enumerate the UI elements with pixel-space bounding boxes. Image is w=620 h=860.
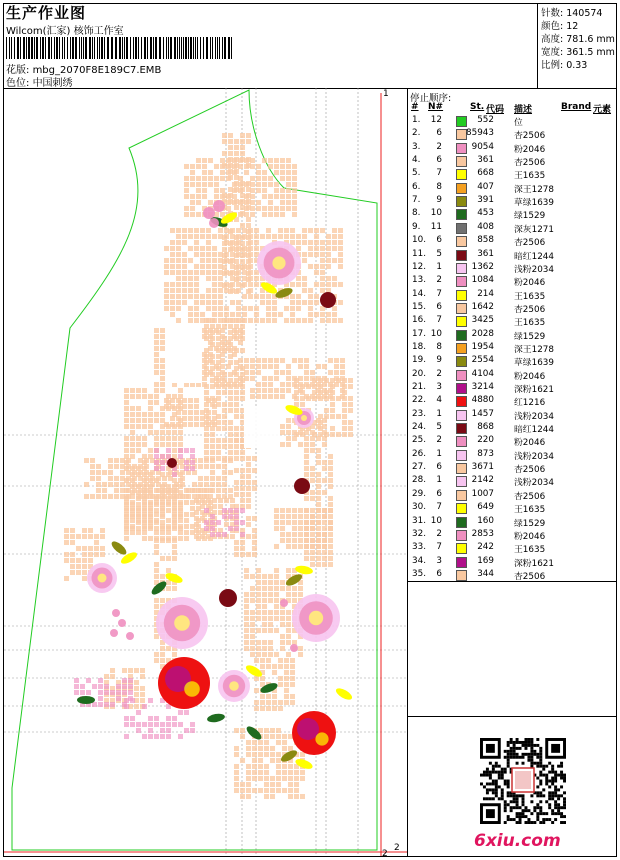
stitch-count: 3214 [471, 382, 494, 392]
col-hash: # [411, 102, 419, 112]
needle-code: 12 [430, 115, 442, 125]
stitch-count: 858 [477, 235, 494, 246]
pattern-label: 花版: [6, 65, 30, 76]
thread-description: 深灰1271 [514, 224, 554, 235]
table-row [410, 369, 610, 382]
qr-code-image [480, 738, 566, 824]
frame-marker-3: 2 [382, 849, 388, 856]
col-brand: Brand [561, 102, 592, 112]
stitch-count: 391 [477, 195, 494, 206]
needle-code: 6 [436, 128, 442, 139]
thread-description: 浅粉2034 [514, 264, 554, 275]
table-row [410, 475, 610, 488]
stitch-count: 361 [477, 155, 494, 166]
needle-code: 7 [436, 288, 442, 299]
thread-description: 深王1278 [514, 184, 554, 195]
row-number: 30. [412, 502, 426, 513]
needle-code: 1 [436, 408, 442, 419]
stitch-count: 2853 [471, 528, 494, 539]
thread-description: 绿1529 [514, 331, 546, 342]
thread-description: 杏2506 [514, 238, 546, 249]
table-row [410, 128, 610, 141]
row-number: 27. [412, 462, 426, 473]
needle-code: 1 [436, 261, 442, 272]
color-value: 中国刺绣 [32, 78, 73, 89]
row-number: 5. [412, 168, 421, 179]
spec-label: 高度: [541, 34, 564, 45]
row-number: 15. [412, 301, 426, 312]
qr-divider [407, 716, 617, 717]
table-row [410, 208, 610, 221]
row-number: 25. [412, 435, 426, 446]
thread-description: 浅粉2034 [514, 478, 554, 489]
needle-code: 11 [430, 221, 442, 232]
row-number: 19. [412, 355, 426, 366]
needle-code: 10 [430, 515, 442, 526]
spec-value: 12 [566, 21, 579, 32]
needle-code: 10 [430, 208, 442, 219]
stitch-count: 668 [477, 168, 494, 179]
row-number: 2. [412, 128, 421, 139]
table-row [410, 182, 610, 195]
needle-code: 7 [436, 542, 442, 553]
thread-description: 浅粉2034 [514, 411, 554, 422]
needle-code: 8 [436, 181, 442, 192]
stitch-count: 242 [477, 542, 494, 553]
table-row [410, 249, 610, 262]
table-row [410, 489, 610, 502]
col-needle: N# [428, 102, 444, 112]
thread-description: 深王1278 [514, 344, 554, 355]
spec-item [541, 5, 602, 19]
stitch-count: 361 [477, 248, 494, 259]
table-row [410, 462, 610, 475]
spec-item [541, 31, 615, 45]
col-stitches: St. [470, 102, 485, 112]
table-row [410, 382, 610, 395]
needle-code: 5 [436, 248, 442, 259]
table-row [410, 115, 610, 128]
thread-description: 浅粉2034 [514, 451, 554, 462]
spec-label: 比例: [541, 60, 564, 71]
row-number: 33. [412, 542, 426, 553]
stitch-count: 1954 [471, 341, 494, 352]
needle-code: 9 [436, 195, 442, 206]
stitch-count: 873 [477, 448, 494, 459]
needle-code: 1 [436, 448, 442, 459]
guide-lines [4, 88, 407, 856]
stitch-count: 4104 [471, 368, 494, 379]
thread-description: 绿1529 [514, 211, 546, 222]
needle-code: 6 [436, 301, 442, 312]
barcode-image [6, 37, 234, 59]
row-number: 12. [412, 261, 426, 272]
spec-value: 0.33 [566, 60, 588, 71]
stitch-count: 2142 [471, 475, 494, 486]
row-number: 11. [412, 248, 426, 259]
thread-description: 粉2046 [514, 371, 546, 382]
needle-code: 2 [436, 435, 442, 446]
table-row [410, 195, 610, 208]
stitch-count: 1457 [471, 408, 494, 419]
row-number: 4. [412, 155, 421, 166]
row-number: 14. [412, 288, 426, 299]
spec-value: 781.6 mm [566, 34, 615, 45]
stitch-count: 1007 [471, 488, 494, 499]
thread-description: 王1635 [514, 291, 546, 302]
stitch-count: 868 [477, 422, 494, 433]
row-number: 10. [412, 235, 426, 246]
table-row [410, 342, 610, 355]
needle-code: 3 [436, 555, 442, 566]
needle-code: 9 [436, 355, 442, 366]
stitch-count: 3425 [471, 315, 494, 326]
table-row [410, 302, 610, 315]
table-row [410, 168, 610, 181]
thread-description: 绿1529 [514, 518, 546, 529]
row-number: 26. [412, 448, 426, 459]
stitch-count: 3671 [471, 462, 494, 473]
col-element: 元素 [593, 105, 612, 115]
stitch-count: 160 [477, 515, 494, 526]
needle-code: 2 [436, 368, 442, 379]
table-row [410, 435, 610, 448]
thread-description: 杏2506 [514, 465, 546, 476]
stop-sequence-title: 停止顺序: [410, 93, 452, 104]
col-desc: 描述 [514, 105, 533, 115]
table-row [410, 449, 610, 462]
row-number: 6. [412, 181, 421, 192]
table-row [410, 516, 610, 529]
needle-code: 2 [436, 528, 442, 539]
thread-description: 王1635 [514, 505, 546, 516]
stitch-count: 1084 [471, 275, 494, 286]
thread-description: 王1635 [514, 545, 546, 556]
thread-description: 王1635 [514, 318, 546, 329]
row-number: 22. [412, 395, 426, 406]
needle-code: 3 [436, 382, 442, 392]
col-code: 代码 [486, 105, 505, 115]
stitch-count: 1362 [471, 261, 494, 272]
row-number: 8. [412, 208, 421, 219]
table-row [410, 222, 610, 235]
table-row [410, 542, 610, 555]
spec-value: 140574 [566, 8, 603, 19]
needle-code: 4 [436, 395, 442, 406]
spec-item [541, 18, 578, 32]
thread-description: 粉2046 [514, 531, 546, 542]
spec-label: 宽度: [541, 47, 564, 58]
table-row [410, 275, 610, 288]
table-row [410, 409, 610, 422]
thread-description: 位 [514, 118, 523, 128]
table-row [410, 569, 610, 582]
row-number: 20. [412, 368, 426, 379]
row-number: 16. [412, 315, 426, 326]
row-number: 7. [412, 195, 421, 206]
stitch-count: 408 [477, 221, 494, 232]
embroidery-canvas [4, 88, 407, 856]
spec-label: 针数: [541, 8, 564, 19]
row-number: 9. [412, 221, 421, 232]
needle-code: 8 [436, 341, 442, 352]
spec-label: 颜色: [541, 21, 564, 32]
stitch-count: 2028 [471, 328, 494, 339]
sheet-title: 生产作业图 [6, 4, 87, 22]
row-number: 34. [412, 555, 426, 566]
row-number: 18. [412, 341, 426, 352]
thread-description: 粉2046 [514, 438, 546, 449]
stitch-count: 1642 [471, 301, 494, 312]
thread-description: 王1635 [514, 171, 546, 182]
stitch-count: 2554 [471, 355, 494, 366]
thread-description: 杏2506 [514, 491, 546, 502]
color-row [6, 74, 73, 89]
thread-description: 暗红1244 [514, 251, 554, 262]
table-row [410, 315, 610, 328]
row-number: 13. [412, 275, 426, 286]
pattern-file: mbg_2070F8E189C7.EMB [32, 65, 162, 76]
stitch-count: 169 [477, 555, 494, 566]
thread-description: 粉2046 [514, 278, 546, 289]
needle-code: 10 [430, 328, 442, 339]
table-row [410, 529, 610, 542]
stitch-count: 220 [477, 435, 494, 446]
frame-marker-2: 2 [394, 843, 400, 853]
row-number: 31. [412, 515, 426, 526]
thread-description: 红1216 [514, 398, 546, 409]
thread-description: 深粉1621 [514, 558, 554, 569]
needle-code: 6 [436, 462, 442, 473]
column-divider [407, 88, 408, 857]
stitch-count: 9054 [471, 141, 494, 152]
row-number: 35. [412, 568, 426, 579]
thread-description: 杏2506 [514, 131, 546, 142]
thread-description: 深粉1621 [514, 385, 554, 395]
table-row [410, 289, 610, 302]
table-row [410, 422, 610, 435]
row-number: 1. [412, 115, 421, 125]
row-number: 3. [412, 141, 421, 152]
lace-pattern [64, 133, 353, 799]
spec-item [541, 57, 587, 71]
needle-code: 7 [436, 315, 442, 326]
needle-code: 7 [436, 502, 442, 513]
row-number: 21. [412, 382, 426, 392]
needle-code: 2 [436, 275, 442, 286]
stitch-count: 344 [477, 568, 494, 579]
thread-description: 杏2506 [514, 304, 546, 315]
thread-description: 草绿1639 [514, 198, 554, 209]
table-row [410, 142, 610, 155]
spec-value: 361.5 mm [566, 47, 615, 58]
needle-code: 7 [436, 168, 442, 179]
thread-description: 粉2046 [514, 144, 546, 155]
thread-description: 暗红1244 [514, 425, 554, 436]
row-number: 29. [412, 488, 426, 499]
color-label: 色位: [6, 78, 30, 89]
row-number: 23. [412, 408, 426, 419]
needle-code: 2 [436, 141, 442, 152]
row-number: 32. [412, 528, 426, 539]
thread-description: 草绿1639 [514, 358, 554, 369]
company-name: Wilcom(汇家) 核饰工作室 [6, 26, 124, 37]
stitch-count: 85943 [466, 128, 494, 139]
table-row [410, 502, 610, 515]
stitch-count: 4880 [471, 395, 494, 406]
row-number: 28. [412, 475, 426, 486]
needle-code: 5 [436, 422, 442, 433]
stitch-count: 214 [477, 288, 494, 299]
table-row [410, 235, 610, 248]
needle-code: 6 [436, 235, 442, 246]
stitch-count: 649 [477, 502, 494, 513]
row-number: 17. [412, 328, 426, 339]
thread-description: 杏2506 [514, 571, 546, 582]
stitch-count: 453 [477, 208, 494, 219]
stitch-count: 552 [477, 115, 494, 125]
table-row [410, 355, 610, 368]
site-logo: 6xiu.com [474, 831, 561, 851]
table-row [410, 329, 610, 342]
spec-item [541, 44, 615, 58]
table-row [410, 155, 610, 168]
table-row [410, 262, 610, 275]
frame-marker-1: 1 [383, 89, 389, 99]
table-row [410, 556, 610, 569]
row-number: 24. [412, 422, 426, 433]
table-row [410, 395, 610, 408]
needle-code: 6 [436, 568, 442, 579]
needle-code: 1 [436, 475, 442, 486]
needle-code: 6 [436, 488, 442, 499]
needle-code: 6 [436, 155, 442, 166]
stitch-count: 407 [477, 181, 494, 192]
thread-description: 杏2506 [514, 158, 546, 169]
